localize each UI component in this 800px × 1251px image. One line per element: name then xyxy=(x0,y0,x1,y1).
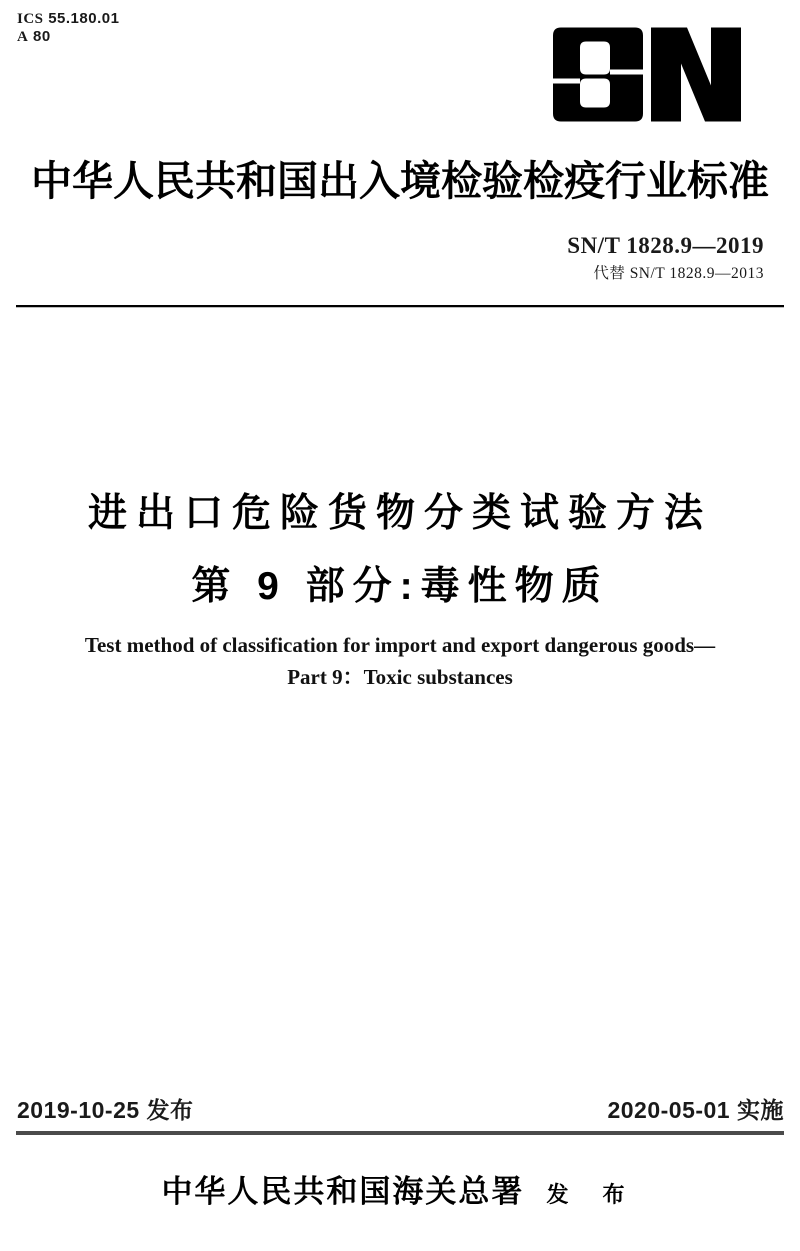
english-title-line2: Part 9：Toxic substances xyxy=(287,665,513,689)
document-title-line2: 第 9 部分:毒性物质 xyxy=(191,565,609,608)
replaces-note: 代替 SN/T 1828.9—2013 xyxy=(593,265,764,282)
english-title xyxy=(0,629,800,693)
sn-logo-icon xyxy=(553,27,741,122)
implement-date-line xyxy=(607,1092,784,1125)
document-title xyxy=(0,482,800,611)
issue-date: 2019-10-25 xyxy=(17,1097,140,1123)
ics-block xyxy=(17,10,119,46)
publish-label: 发 布 xyxy=(546,1182,639,1207)
issue-label: 发布 xyxy=(146,1097,194,1123)
issue-date-line xyxy=(17,1092,194,1125)
class-code-label: A xyxy=(17,29,29,45)
footer xyxy=(0,1166,800,1211)
class-code-line xyxy=(17,28,119,46)
english-title-line1: Test method of classification for import and export dangerous goods— xyxy=(84,633,716,657)
implement-date: 2020-05-01 xyxy=(607,1097,731,1123)
standard-number: SN/T 1828.9—2019 xyxy=(567,233,764,258)
implement-label: 实施 xyxy=(737,1097,784,1123)
sn-logo-letter-n xyxy=(651,28,741,122)
standard-number-block xyxy=(567,233,764,283)
category-title: 中华人民共和国出入境检验检疫行业标准 xyxy=(31,158,769,204)
bottom-rule xyxy=(16,1131,784,1135)
class-code-value: 80 xyxy=(33,28,51,45)
sn-logo-letter-s xyxy=(553,28,643,122)
ics-value: 55.180.01 xyxy=(48,10,120,27)
ics-label: ICS xyxy=(17,11,44,27)
ics-line xyxy=(17,10,119,28)
issuer-name: 中华人民共和国海关总署 xyxy=(161,1174,525,1209)
document-title-line1: 进出口危险货物分类试验方法 xyxy=(87,492,712,535)
top-rule xyxy=(16,305,784,308)
